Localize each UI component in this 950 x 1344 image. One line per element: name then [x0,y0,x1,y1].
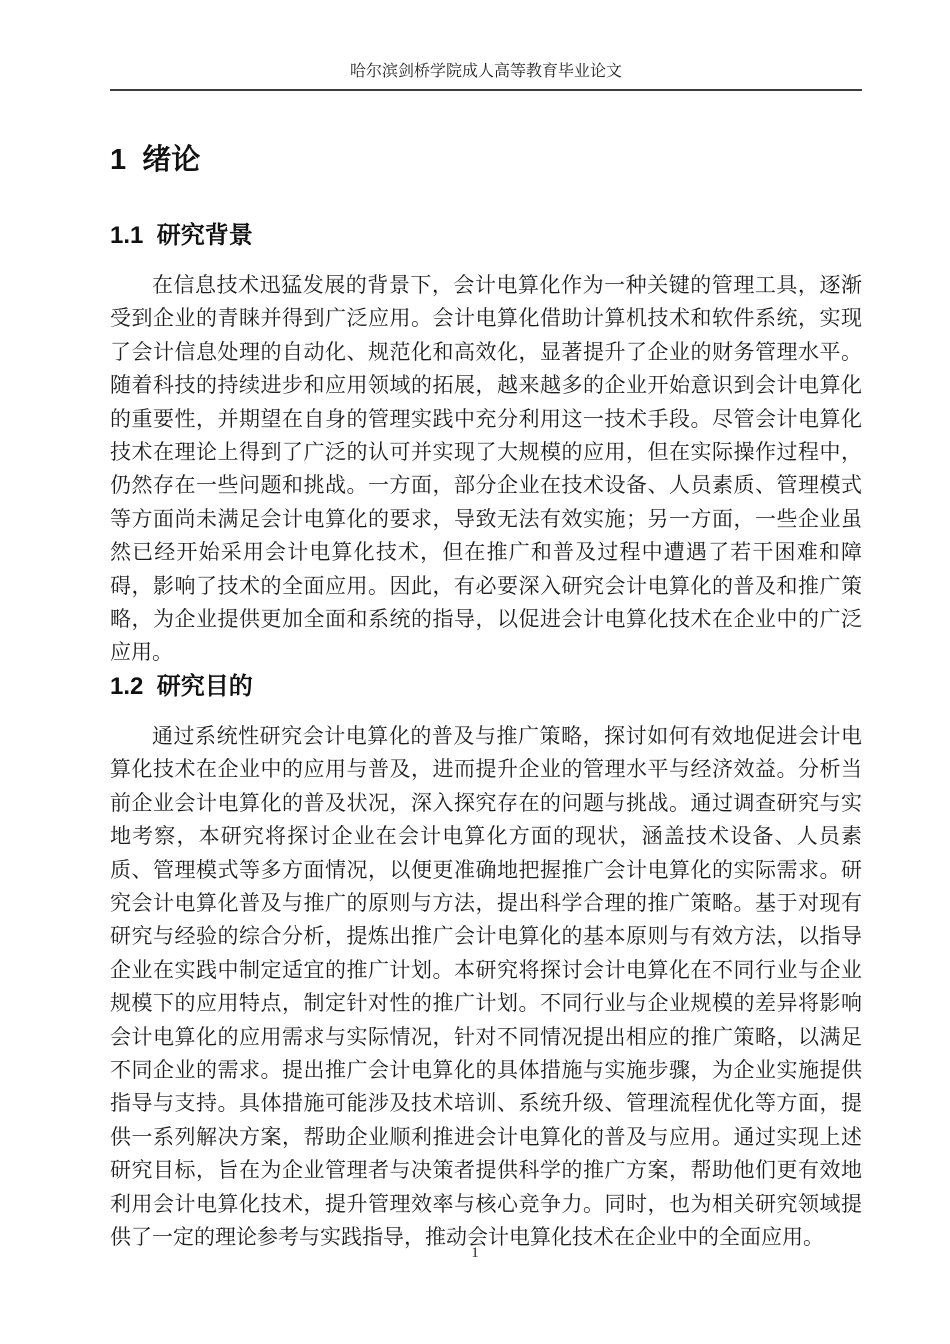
section-1-2-paragraph: 通过系统性研究会计电算化的普及与推广策略，探讨如何有效地促进会计电算化技术在企业中的应用与普及，进而提升企业的管理水平与经济效益。分析当前企业会计电算化的普及状况，深入探究存在的问题与挑战。通过调查研究与实地考察，本研究将探讨企业在会计电算化方面的现状，涵盖技术设备、人员素质、管理模式等多方面情况，以便更准确地把握推广会计电算化的实际需求。研究会计电算化普及与推广的原则与方法，提出科学合理的推广策略。基于对现有研究与经验的综合分析，提炼出推广会计电算化的基本原则与有效方法，以指导企业在实践中制定适宜的推广计划。本研究将探讨会计电算化在不同行业与企业规模下的应用特点，制定针对性的推广计划。不同行业与企业规模的差异将影响会计电算化的应用需求与实际情况，针对不同情况提出相应的推广策略，以满足不同企业的需求。提出推广会计电算化的具体措施与实施步骤，为企业实施提供指导与支持。具体措施可能涉及技术培训、系统升级、管理流程优化等方面，提供一系列解决方案，帮助企业顺利推进会计电算化的普及与应用。通过实现上述研究目标，旨在为企业管理者与决策者提供科学的推广方案，帮助他们更有效地利用会计电算化技术，提升管理效率与核心竞争力。同时，也为相关研究领域提供了一定的理论参考与实践指导，推动会计电算化技术在企业中的全面应用。 [110,723,862,1249]
document-body [110,145,862,1254]
page-footer [0,1245,950,1262]
header-title: 哈尔滨剑桥学院成人高等教育毕业论文 [349,63,622,80]
section-1-1-paragraph: 在信息技术迅猛发展的背景下，会计电算化作为一种关键的管理工具，逐渐受到企业的青睐并得到广泛应用。会计电算化借助计算机技术和软件系统，实现了会计信息处理的自动化、规范化和高效化，显著提升了企业的财务管理水平。随着科技的持续进步和应用领域的拓展，越来越多的企业开始意识到会计电算化的重要性，并期望在自身的管理实践中充分利用这一技术手段。尽管会计电算化技术在理论上得到了广泛的认可并实现了大规模的应用，但在实际操作过程中，仍然存在一些问题和挑战。一方面，部分企业在技术设备、人员素质、管理模式等方面尚未满足会计电算化的要求，导致无法有效实施；另一方面，一些企业虽然已经开始采用会计电算化技术，但在推广和普及过程中遭遇了若干困难和障碍，影响了技术的全面应用。因此，有必要深入研究会计电算化的普及和推广策略，为企业提供更加全面和系统的指导，以促进会计电算化技术在企业中的广泛应用。 [110,273,862,665]
section-heading-1-1: 1.1 研究背景 [110,222,253,249]
page-header [110,0,862,91]
chapter-title: 1 绪论 [110,144,201,176]
section-heading-1-2: 1.2 研究目的 [110,672,253,700]
page-number: 1 [471,1245,479,1261]
